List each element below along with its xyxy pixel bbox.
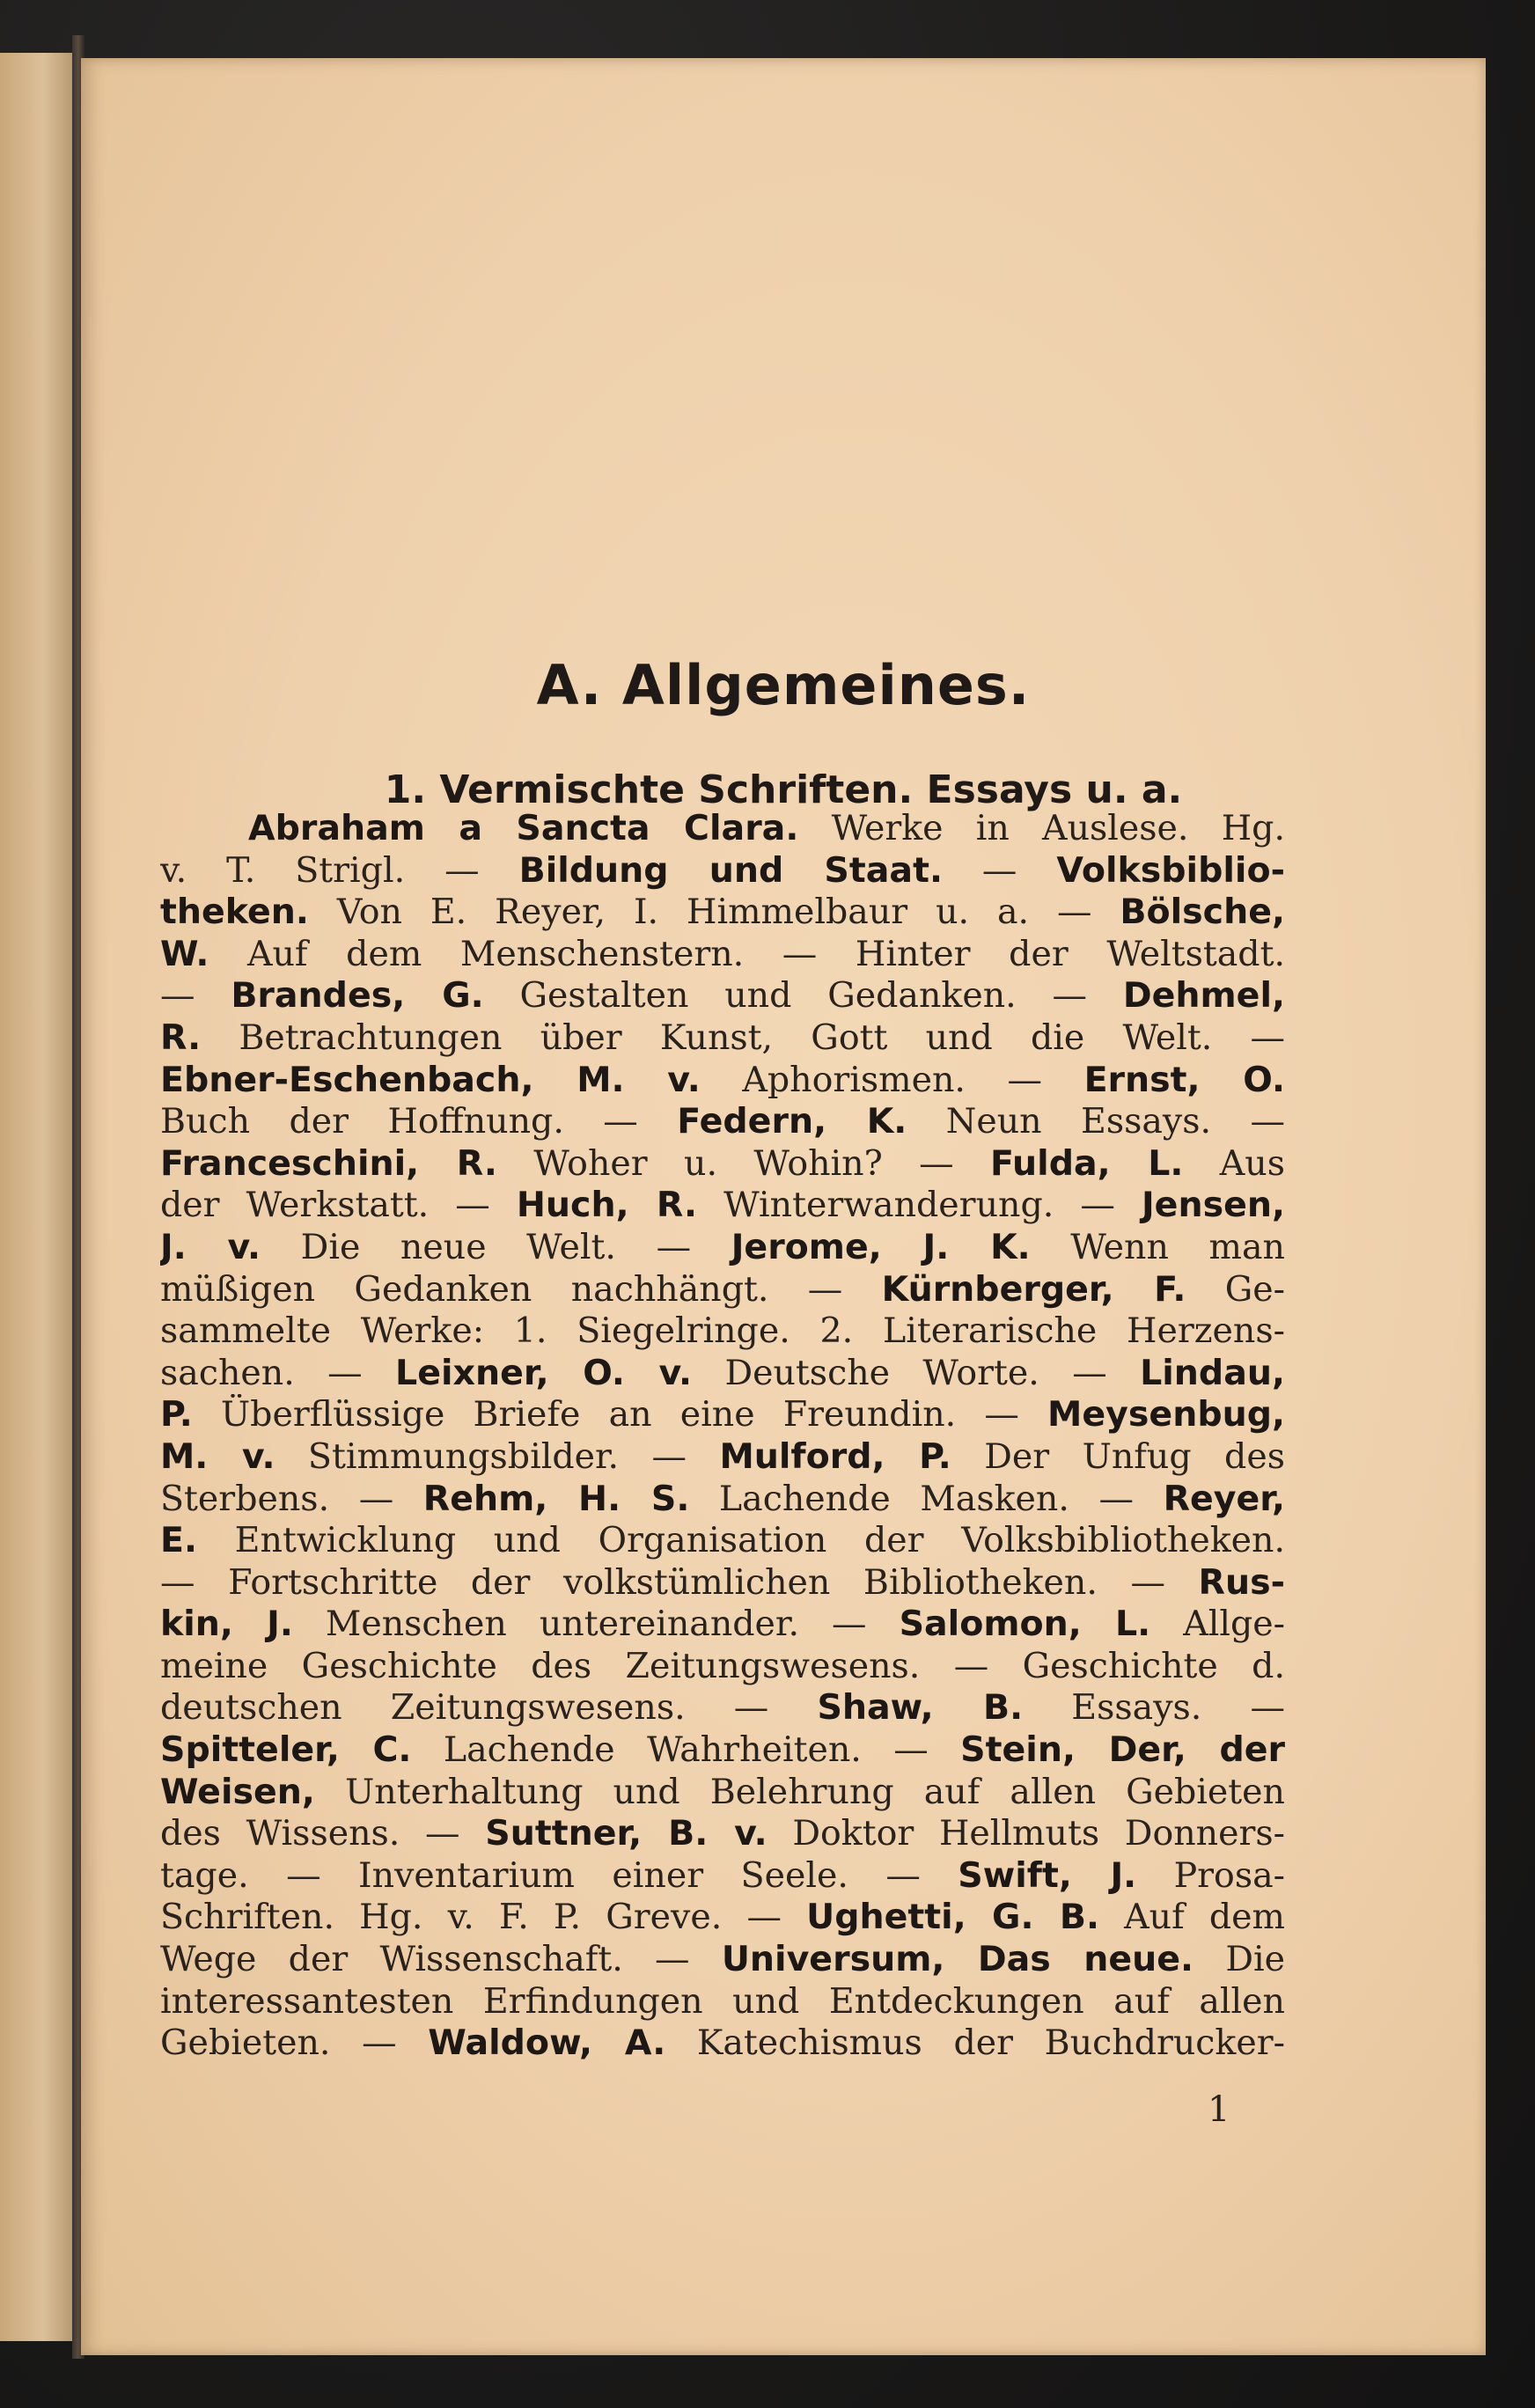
author-name: Swift, J.: [958, 1854, 1137, 1896]
author-name: Meysenbug,: [1047, 1394, 1285, 1435]
author-name: Spitteler, C.: [160, 1729, 412, 1771]
author-name: Ebner-Eschenbach, M. v.: [160, 1059, 701, 1100]
text-line: [160, 1772, 1285, 1814]
entry-text: Lachende Masken. —: [689, 1478, 1164, 1519]
author-name: kin, J.: [160, 1604, 293, 1645]
entry-text: Prosa-: [1136, 1854, 1285, 1896]
author-name: Kürnberger, F.: [881, 1268, 1186, 1310]
author-name: Huch, R.: [516, 1185, 698, 1226]
text-line: [160, 892, 1285, 934]
author-name: Mulford, P.: [719, 1435, 951, 1477]
text-line: [160, 1227, 1285, 1269]
author-name: Suttner, B. v.: [485, 1813, 768, 1854]
entry-text: Entwicklung und Organisation der Volksbibliotheken.: [197, 1520, 1285, 1561]
entry-text: Schriften. Hg. v. F. P. Greve. —: [160, 1897, 807, 1938]
text-line: [160, 1017, 1285, 1060]
entry-text: Katechismus der Buchdrucker-: [665, 2023, 1285, 2064]
author-name: Rus-: [1198, 1561, 1285, 1603]
section-heading: A. Allgemeines.: [536, 652, 1031, 717]
text-line: [160, 808, 1285, 850]
previous-page-edge: [0, 53, 72, 2341]
entry-text: Stimmungsbilder. —: [275, 1435, 720, 1477]
entry-text: Allge-: [1150, 1604, 1285, 1645]
author-name: R.: [160, 1017, 202, 1058]
text-line: [160, 1646, 1285, 1688]
entry-text: Wege der Wissenschaft. —: [160, 1939, 722, 1980]
text-line: [160, 1060, 1285, 1102]
text-line: [160, 1562, 1285, 1604]
entry-text: Werke in Auslese. Hg.: [798, 808, 1285, 848]
text-line: [160, 1101, 1285, 1143]
author-name: Universum, Das neue.: [721, 1939, 1194, 1980]
entry-text: Aphorismen. —: [700, 1059, 1084, 1100]
entry-text: müßigen Gedanken nachhängt. —: [160, 1268, 882, 1310]
author-name: W.: [160, 933, 209, 974]
text-line: [160, 1185, 1285, 1227]
author-name: Fulda, L.: [990, 1142, 1184, 1184]
entry-text: Gestalten und Gedanken. —: [483, 975, 1123, 1017]
author-name: Lindau,: [1140, 1352, 1285, 1393]
author-name: Weisen,: [160, 1771, 315, 1812]
author-name: Reyer,: [1163, 1478, 1285, 1519]
entry-text: Lachende Wahrheiten. —: [411, 1729, 961, 1771]
author-name: Ughetti, G. B.: [806, 1897, 1099, 1938]
entry-text: Deutsche Worte. —: [692, 1352, 1141, 1393]
text-line: [160, 1939, 1285, 1981]
author-name: E.: [160, 1520, 197, 1561]
entry-text: Unterhaltung und Belehrung auf allen Gebieten: [314, 1771, 1285, 1812]
author-name: M. v.: [160, 1435, 275, 1477]
entry-text: v. T. Strigl. —: [160, 849, 519, 891]
entry-text: Betrachtungen über Kunst, Gott und die Welt. —: [201, 1017, 1285, 1058]
author-name: Stein, Der, der: [960, 1729, 1285, 1771]
author-name: Jensen,: [1141, 1185, 1285, 1226]
entry-text: Wenn man: [1030, 1226, 1285, 1267]
entry-text: Die neue Welt. —: [261, 1226, 731, 1267]
author-name: Bildung und Staat.: [518, 849, 943, 891]
entry-text: Gebieten. —: [160, 2023, 429, 2064]
entry-text: Buch der Hoffnung. —: [160, 1101, 678, 1142]
entry-text: Ge-: [1186, 1268, 1285, 1310]
entry-text: der Werkstatt. —: [160, 1185, 517, 1226]
entry-text: Neun Essays. —: [907, 1101, 1285, 1142]
author-name: theken.: [160, 892, 309, 933]
author-name: Dehmel,: [1122, 975, 1285, 1017]
text-line: [160, 1813, 1285, 1855]
entry-text: Aus: [1183, 1142, 1285, 1184]
entry-text: meine Geschichte des Zeitungswesens. — Geschichte d.: [160, 1645, 1285, 1686]
text-line: [160, 934, 1285, 976]
author-name: J. v.: [160, 1226, 261, 1267]
entry-text: Die: [1193, 1939, 1285, 1980]
entry-text: Überflüssige Briefe an eine Freundin. —: [192, 1394, 1048, 1435]
text-line: [160, 1310, 1285, 1353]
text-line: [160, 1143, 1285, 1186]
text-line: [160, 1604, 1285, 1646]
author-name: Abraham a Sancta Clara.: [248, 808, 799, 848]
text-line: [160, 1981, 1285, 2023]
entry-text: Essays. —: [1023, 1687, 1285, 1729]
entry-text: des Wissens. —: [160, 1813, 486, 1854]
author-name: Bölsche,: [1120, 892, 1285, 933]
entry-text: Doktor Hellmuts Donners-: [767, 1813, 1285, 1854]
text-line: [160, 2023, 1285, 2065]
author-name: Federn, K.: [677, 1101, 907, 1142]
page-number: 1: [1208, 2089, 1230, 2130]
author-name: Brandes, G.: [231, 975, 484, 1017]
entry-text: Winterwanderung. —: [697, 1185, 1142, 1226]
author-name: Franceschini, R.: [160, 1142, 497, 1184]
entry-text: tage. — Inventarium einer Seele. —: [160, 1854, 958, 1896]
author-name: Leixner, O. v.: [395, 1352, 693, 1393]
author-name: Ernst, O.: [1083, 1059, 1285, 1100]
entry-text: Sterbens. —: [160, 1478, 423, 1519]
entry-text: —: [942, 849, 1057, 891]
author-name: Salomon, L.: [899, 1604, 1151, 1645]
author-name: Rehm, H. S.: [422, 1478, 690, 1519]
entry-text: deutschen Zeitungswesens. —: [160, 1687, 818, 1729]
author-name: Volksbiblio-: [1056, 849, 1285, 891]
text-line: [160, 975, 1285, 1017]
text-line: [160, 1394, 1285, 1436]
entry-text: interessantesten Erfindungen und Entdeckungen auf allen: [160, 1980, 1285, 2022]
entry-text: sachen. —: [160, 1352, 396, 1393]
author-name: Waldow, A.: [428, 2023, 666, 2064]
entry-text: Auf dem Menschenstern. — Hinter der Weltstadt.: [209, 933, 1285, 974]
entry-text: Woher u. Wohin? —: [496, 1142, 991, 1184]
text-line: [160, 850, 1285, 892]
entry-text: sammelte Werke: 1. Siegelringe. 2. Literarische Herzens-: [160, 1310, 1285, 1352]
text-line: [160, 1897, 1285, 1939]
entry-text: Von E. Reyer, I. Himmelbaur u. a. —: [308, 892, 1120, 933]
subsection-heading: 1. Vermischte Schriften. Essays u. a.: [384, 767, 1183, 812]
entry-text: Der Unfug des: [951, 1435, 1285, 1477]
entry-text: Menschen untereinander. —: [292, 1604, 900, 1645]
text-line: [160, 1479, 1285, 1521]
entry-text: Auf dem: [1098, 1897, 1285, 1938]
text-line: [160, 1353, 1285, 1395]
catalog-entries: [160, 808, 1285, 2065]
author-name: Jerome, J. K.: [731, 1226, 1031, 1267]
text-line: [160, 1520, 1285, 1562]
text-line: [160, 1687, 1285, 1729]
text-line: [160, 1436, 1285, 1479]
text-line: [160, 1855, 1285, 1898]
text-line: [160, 1269, 1285, 1311]
entry-text: — Fortschritte der volkstümlichen Bibliotheken. —: [160, 1561, 1199, 1603]
text-line: [160, 1729, 1285, 1772]
author-name: Shaw, B.: [817, 1687, 1024, 1729]
entry-text: —: [160, 975, 231, 1017]
author-name: P.: [160, 1394, 193, 1435]
